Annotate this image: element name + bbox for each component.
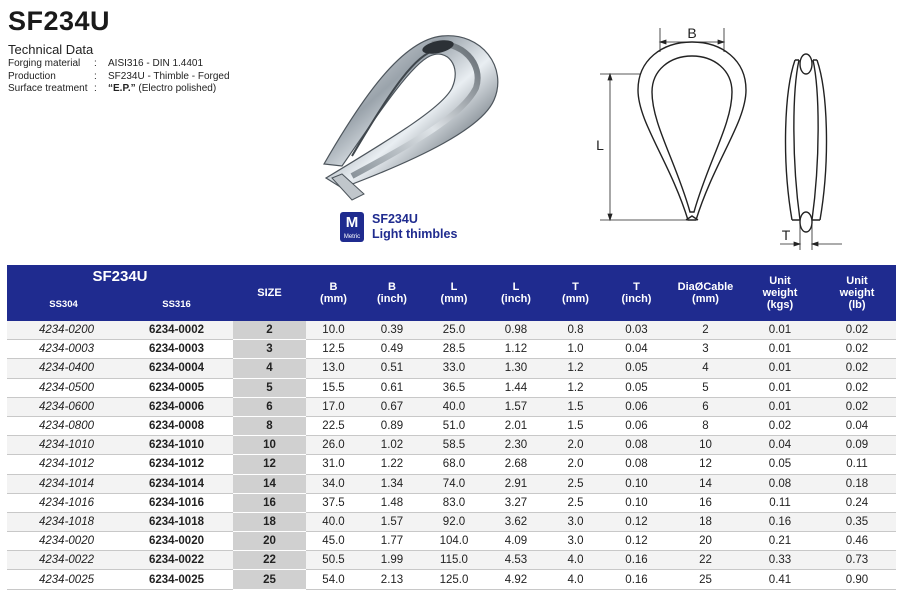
spec-key: Forging material: [8, 58, 81, 69]
dim-label-b: B: [687, 25, 697, 41]
table-cell: 0.16: [742, 512, 818, 531]
table-cell: 4.53: [485, 551, 547, 570]
table-cell: 2.0: [547, 455, 604, 474]
header-line: (mm): [440, 293, 468, 305]
table-cell: 0.01: [742, 340, 818, 359]
table-cell: 0.11: [818, 455, 896, 474]
table-cell: 0.06: [604, 416, 669, 435]
table-cell: 0.05: [604, 359, 669, 378]
table-cell: 0.05: [742, 455, 818, 474]
table-cell: 0.49: [361, 340, 423, 359]
table-cell: 3: [233, 340, 306, 359]
table-cell: 34.0: [306, 474, 361, 493]
table-cell: 15.5: [306, 378, 361, 397]
table-cell: 1.0: [547, 340, 604, 359]
metric-logo-sub: Metric: [343, 234, 361, 240]
table-cell: 6234-0022: [120, 551, 233, 570]
table-cell: 1.5: [547, 397, 604, 416]
table-cell: 4234-1010: [7, 436, 120, 455]
page-title: SF234U: [8, 6, 111, 36]
header-line: (inch): [377, 293, 407, 305]
table-cell: 2.5: [547, 474, 604, 493]
table-cell: 18: [669, 512, 742, 531]
spec-value-bold: “E.P.”: [108, 83, 136, 94]
table-cell: 0.21: [742, 532, 818, 551]
table-cell: 0.90: [818, 570, 896, 589]
table-row: [7, 493, 896, 512]
table-cell: 50.5: [306, 551, 361, 570]
table-cell: 2.5: [547, 493, 604, 512]
table-cell: 4234-0025: [7, 570, 120, 589]
table-cell: 2.01: [485, 416, 547, 435]
table-cell: 18: [233, 512, 306, 531]
table-cell: 4234-1014: [7, 474, 120, 493]
header-line: L: [512, 281, 520, 293]
table-cell: 92.0: [423, 512, 485, 531]
table-cell: 0.08: [604, 436, 669, 455]
table-cell: 0.12: [604, 512, 669, 531]
table-cell: 4.0: [547, 570, 604, 589]
table-cell: 4234-1012: [7, 455, 120, 474]
table-cell: 0.16: [604, 551, 669, 570]
table-row: [7, 455, 896, 474]
table-cell: 22: [669, 551, 742, 570]
header-line: weight: [762, 287, 798, 299]
col-header-dia-cable: [669, 265, 742, 321]
table-cell: 25.0: [423, 321, 485, 340]
dim-label-t: T: [781, 227, 791, 243]
table-cell: 1.44: [485, 378, 547, 397]
table-cell: 0.04: [604, 340, 669, 359]
table-cell: 0.02: [818, 378, 896, 397]
table-cell: 104.0: [423, 532, 485, 551]
table-row: [7, 436, 896, 455]
table-cell: 28.5: [423, 340, 485, 359]
table-cell: 12.5: [306, 340, 361, 359]
table-row: [7, 416, 896, 435]
table-cell: 4234-0003: [7, 340, 120, 359]
table-cell: 0.02: [818, 359, 896, 378]
table-cell: 14: [233, 474, 306, 493]
spec-value: (Electro polished): [135, 83, 217, 94]
table-cell: 4: [233, 359, 306, 378]
col-header-t-inch: [604, 265, 669, 321]
table-cell: 37.5: [306, 493, 361, 512]
table-cell: 0.04: [742, 436, 818, 455]
metric-logo: [340, 212, 364, 242]
table-cell: 1.57: [361, 512, 423, 531]
spec-separator: :: [94, 83, 97, 94]
table-cell: 40.0: [306, 512, 361, 531]
table-cell: 0.18: [818, 474, 896, 493]
table-cell: 0.51: [361, 359, 423, 378]
table-cell: 31.0: [306, 455, 361, 474]
header-line: (lb): [848, 299, 866, 311]
table-cell: 4.09: [485, 532, 547, 551]
header-line: T: [572, 281, 579, 293]
table-row: [7, 570, 896, 589]
table-row: [7, 359, 896, 378]
col-header-size: [233, 265, 306, 321]
col-header-weight-lb: [818, 265, 896, 321]
badge-line-1: SF234U: [372, 212, 418, 226]
table-cell: 6234-1018: [120, 512, 233, 531]
col-header-b-mm: [306, 265, 361, 321]
table-cell: 6234-0004: [120, 359, 233, 378]
table-cell: 6234-0020: [120, 532, 233, 551]
table-cell: 4234-0600: [7, 397, 120, 416]
table-cell: 20: [233, 532, 306, 551]
table-cell: 0.02: [818, 397, 896, 416]
table-cell: 3.0: [547, 532, 604, 551]
table-cell: 3.0: [547, 512, 604, 531]
table-cell: 0.01: [742, 321, 818, 340]
table-cell: 51.0: [423, 416, 485, 435]
table-cell: 1.30: [485, 359, 547, 378]
table-cell: 45.0: [306, 532, 361, 551]
table-cell: 5: [233, 378, 306, 397]
col-header-b-inch: [361, 265, 423, 321]
badge-text: [372, 212, 457, 242]
table-cell: 83.0: [423, 493, 485, 512]
table-cell: 12: [669, 455, 742, 474]
table-cell: 1.5: [547, 416, 604, 435]
table-cell: 0.73: [818, 551, 896, 570]
table-cell: 0.12: [604, 532, 669, 551]
spec-row-production: [8, 71, 230, 84]
table-body: [7, 321, 896, 589]
spec-key: Surface treatment: [8, 83, 88, 94]
table-cell: 3: [669, 340, 742, 359]
table-cell: 0.16: [604, 570, 669, 589]
table-cell: 0.04: [818, 416, 896, 435]
table-cell: 0.10: [604, 474, 669, 493]
col-header-ss304: SS304: [7, 289, 120, 321]
table-cell: 25: [233, 570, 306, 589]
table-cell: 2: [669, 321, 742, 340]
table-row: [7, 532, 896, 551]
table-cell: 0.01: [742, 378, 818, 397]
table-cell: 2.0: [547, 436, 604, 455]
section-heading: Technical Data: [8, 42, 94, 57]
table-cell: 0.10: [604, 493, 669, 512]
table-cell: 1.22: [361, 455, 423, 474]
table-cell: 1.34: [361, 474, 423, 493]
spec-list: [8, 58, 230, 96]
header-line: DiaØCable: [677, 281, 734, 293]
table-cell: 6234-1012: [120, 455, 233, 474]
table-cell: 0.46: [818, 532, 896, 551]
table-cell: 0.39: [361, 321, 423, 340]
table-cell: 0.98: [485, 321, 547, 340]
table-cell: 3.62: [485, 512, 547, 531]
header-line: L: [450, 281, 458, 293]
header-line: (inch): [501, 293, 531, 305]
table-cell: 25: [669, 570, 742, 589]
table-cell: 20: [669, 532, 742, 551]
table-cell: 17.0: [306, 397, 361, 416]
table-cell: 2.68: [485, 455, 547, 474]
table-cell: 0.89: [361, 416, 423, 435]
spec-separator: :: [94, 70, 97, 82]
table-cell: 1.12: [485, 340, 547, 359]
table-cell: 2.91: [485, 474, 547, 493]
col-header-t-mm: [547, 265, 604, 321]
table-cell: 0.02: [818, 321, 896, 340]
header-line: Unit: [769, 275, 791, 287]
table-cell: 22: [233, 551, 306, 570]
header-line: B: [329, 281, 338, 293]
table-cell: 13.0: [306, 359, 361, 378]
header-line: (kgs): [766, 299, 794, 311]
table-cell: 0.08: [604, 455, 669, 474]
table-cell: 4: [669, 359, 742, 378]
table-cell: 0.35: [818, 512, 896, 531]
header-line: B: [388, 281, 396, 293]
dim-label-l: L: [596, 137, 604, 153]
col-header-l-inch: [485, 265, 547, 321]
table-cell: 0.02: [818, 340, 896, 359]
table-cell: 1.2: [547, 378, 604, 397]
table-cell: 4234-0200: [7, 321, 120, 340]
table-cell: 58.5: [423, 436, 485, 455]
table-cell: 8: [233, 416, 306, 435]
table-cell: 2: [233, 321, 306, 340]
table-cell: 0.06: [604, 397, 669, 416]
metric-badge: [340, 212, 457, 242]
table-cell: 22.5: [306, 416, 361, 435]
badge-line-2: Light thimbles: [372, 227, 458, 241]
table-cell: 125.0: [423, 570, 485, 589]
table-cell: 4234-1018: [7, 512, 120, 531]
metric-logo-letter: M: [345, 214, 359, 231]
table-row: [7, 397, 896, 416]
table-cell: 0.05: [604, 378, 669, 397]
table-cell: 6234-0008: [120, 416, 233, 435]
table-cell: 6234-0025: [120, 570, 233, 589]
spec-value: AISI316 - DIN 1.4401: [108, 58, 204, 69]
table-cell: 0.08: [742, 474, 818, 493]
spec-row-surface: [8, 83, 230, 96]
table-cell: 4234-0400: [7, 359, 120, 378]
table-row: [7, 378, 896, 397]
table-cell: 4.0: [547, 551, 604, 570]
col-header-l-mm: [423, 265, 485, 321]
spec-key: Production: [8, 70, 56, 82]
table-cell: 74.0: [423, 474, 485, 493]
header-line: (mm): [562, 293, 589, 305]
spec-row-material: [8, 58, 230, 71]
table-cell: 26.0: [306, 436, 361, 455]
header-line: (inch): [621, 293, 652, 305]
table-cell: 6: [669, 397, 742, 416]
table-cell: 4.92: [485, 570, 547, 589]
table-cell: 1.02: [361, 436, 423, 455]
table-row: [7, 512, 896, 531]
table-cell: 4234-0500: [7, 378, 120, 397]
table-row: [7, 340, 896, 359]
table-cell: 16: [233, 493, 306, 512]
table-cell: 0.67: [361, 397, 423, 416]
table-cell: 0.03: [604, 321, 669, 340]
col-header-ss316: SS316: [120, 289, 233, 321]
thimble-photo: [312, 28, 512, 208]
header-line: Unit: [846, 275, 868, 287]
table-cell: 8: [669, 416, 742, 435]
table-cell: 1.48: [361, 493, 423, 512]
table-cell: 2.30: [485, 436, 547, 455]
table-cell: 0.11: [742, 493, 818, 512]
table-cell: 6: [233, 397, 306, 416]
col-header-weight-kg: [742, 265, 818, 321]
header-line: (mm): [692, 293, 719, 305]
table-cell: 14: [669, 474, 742, 493]
table-cell: 40.0: [423, 397, 485, 416]
table-cell: 1.77: [361, 532, 423, 551]
header-line: T: [633, 281, 640, 293]
table-cell: 4234-0800: [7, 416, 120, 435]
spec-separator: :: [94, 58, 97, 69]
thimble-drawing: [580, 12, 890, 257]
table-cell: 0.09: [818, 436, 896, 455]
table-cell: 4234-0022: [7, 551, 120, 570]
specification-table: [7, 265, 896, 590]
table-cell: 0.01: [742, 359, 818, 378]
table-row: [7, 551, 896, 570]
header-line: (mm): [320, 293, 347, 305]
table-cell: 54.0: [306, 570, 361, 589]
table-cell: 6234-1016: [120, 493, 233, 512]
table-cell: 16: [669, 493, 742, 512]
table-cell: 12: [233, 455, 306, 474]
table-row: [7, 321, 896, 340]
table-cell: 10: [669, 436, 742, 455]
table-cell: 5: [669, 378, 742, 397]
table-cell: 0.41: [742, 570, 818, 589]
table-cell: 6234-0005: [120, 378, 233, 397]
table-cell: 2.13: [361, 570, 423, 589]
table-cell: 0.01: [742, 397, 818, 416]
table-cell: 33.0: [423, 359, 485, 378]
table-cell: 6234-0002: [120, 321, 233, 340]
table-cell: 0.33: [742, 551, 818, 570]
table-cell: 0.61: [361, 378, 423, 397]
table-cell: 0.24: [818, 493, 896, 512]
table-cell: 4234-0020: [7, 532, 120, 551]
table-cell: 10.0: [306, 321, 361, 340]
table-cell: 36.5: [423, 378, 485, 397]
col-header-size-label: SIZE: [257, 287, 282, 299]
table-cell: 1.99: [361, 551, 423, 570]
table-cell: 0.8: [547, 321, 604, 340]
table-row: [7, 474, 896, 493]
table-cell: 0.02: [742, 416, 818, 435]
table-cell: 6234-0006: [120, 397, 233, 416]
spec-value: SF234U - Thimble - Forged: [108, 70, 230, 82]
table-cell: 1.2: [547, 359, 604, 378]
table-cell: 3.27: [485, 493, 547, 512]
table-cell: 6234-0003: [120, 340, 233, 359]
table-cell: 6234-1010: [120, 436, 233, 455]
table-cell: 1.57: [485, 397, 547, 416]
table-cell: 4234-1016: [7, 493, 120, 512]
table-cell: 10: [233, 436, 306, 455]
table-cell: 68.0: [423, 455, 485, 474]
table-cell: 6234-1014: [120, 474, 233, 493]
table-cell: 115.0: [423, 551, 485, 570]
header-line: weight: [839, 287, 875, 299]
table-group-title: SF234U: [7, 265, 233, 289]
